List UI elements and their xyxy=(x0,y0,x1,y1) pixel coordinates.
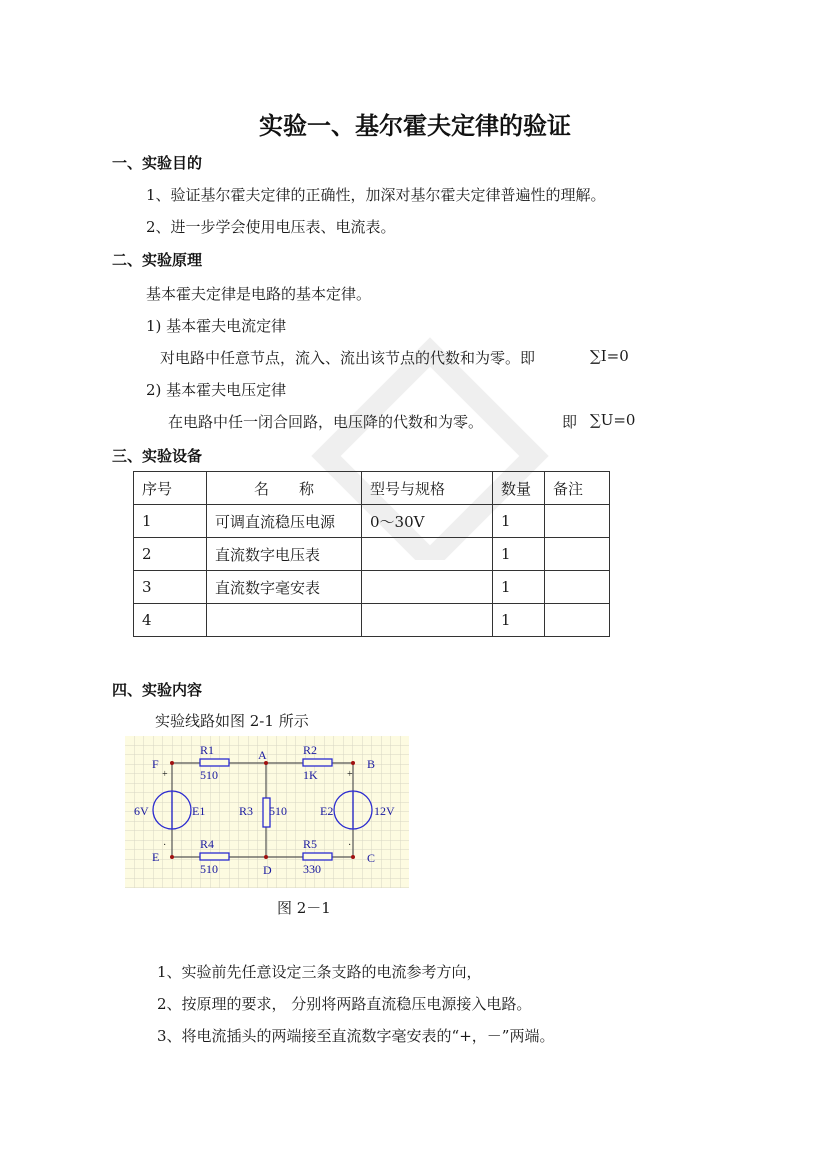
cell-notes xyxy=(545,538,610,571)
cell-name: 直流数字电压表 xyxy=(207,538,362,571)
svg-text:R3: R3 xyxy=(239,804,254,818)
svg-text:510: 510 xyxy=(269,804,287,818)
step-2: 2、按原理的要求， 分别将两路直流稳压电源接入电路。 xyxy=(157,995,532,1013)
svg-text:·: · xyxy=(348,840,352,851)
svg-text:E2: E2 xyxy=(320,804,334,818)
page-title: 实验一、基尔霍夫定律的验证 xyxy=(259,112,571,140)
svg-text:A: A xyxy=(258,748,267,762)
kvl-label: 2) 基本霍夫电压定律 xyxy=(146,381,287,399)
svg-text:E1: E1 xyxy=(192,804,206,818)
header-quantity: 数量 xyxy=(493,472,545,505)
resistor-r2 xyxy=(303,759,332,766)
principle-intro: 基本霍夫定律是电路的基本定律。 xyxy=(146,285,372,303)
step-1: 1、实验前先任意设定三条支路的电流参考方向， xyxy=(157,963,482,981)
svg-text:R1: R1 xyxy=(200,743,215,757)
equipment-table xyxy=(133,471,610,637)
table-row xyxy=(134,505,610,538)
svg-text:+: + xyxy=(162,769,168,780)
cell-notes xyxy=(545,571,610,604)
cell-notes xyxy=(545,505,610,538)
kvl-formula-prefix: 即 xyxy=(562,413,578,431)
svg-text:R5: R5 xyxy=(303,837,318,851)
cell-quantity: 1 xyxy=(493,505,545,538)
table-row xyxy=(134,538,610,571)
cell-index: 2 xyxy=(134,538,207,571)
cell-model: 0～30V xyxy=(362,505,493,538)
section-heading-principle: 二、实验原理 xyxy=(112,251,203,269)
header-index: 序号 xyxy=(134,472,207,505)
svg-text:6V: 6V xyxy=(134,804,149,818)
svg-text:F: F xyxy=(152,757,159,771)
kcl-text: 对电路中任意节点，流入、流出该节点的代数和为零。即 xyxy=(160,349,536,367)
cell-name: 直流数字毫安表 xyxy=(207,571,362,604)
svg-text:12V: 12V xyxy=(374,804,395,818)
kvl-text: 在电路中任一闭合回路，电压降的代数和为零。 xyxy=(168,413,484,431)
kvl-formula: ∑U=0 xyxy=(590,411,636,429)
header-notes: 备注 xyxy=(545,472,610,505)
header-name: 名 称 xyxy=(207,472,362,505)
kcl-label: 1) 基本霍夫电流定律 xyxy=(146,317,287,335)
header-model: 型号与规格 xyxy=(362,472,493,505)
circuit-diagram xyxy=(125,736,409,888)
section-heading-purpose: 一、实验目的 xyxy=(112,154,203,172)
svg-text:R2: R2 xyxy=(303,743,318,757)
section-heading-equipment: 三、实验设备 xyxy=(112,447,203,465)
cell-name: 可调直流稳压电源 xyxy=(207,505,362,538)
cell-index: 1 xyxy=(134,505,207,538)
section-heading-content: 四、实验内容 xyxy=(112,681,203,699)
cell-quantity: 1 xyxy=(493,538,545,571)
figure-caption: 图 2－1 xyxy=(277,899,331,917)
cell-model xyxy=(362,538,493,571)
svg-text:510: 510 xyxy=(200,768,218,782)
svg-text:510: 510 xyxy=(200,862,218,876)
purpose-item-2: 2、进一步学会使用电压表、电流表。 xyxy=(146,218,396,236)
table-row xyxy=(134,604,610,637)
table-row xyxy=(134,571,610,604)
svg-text:C: C xyxy=(367,851,376,865)
resistor-r4 xyxy=(200,853,229,860)
svg-text:·: · xyxy=(163,840,167,851)
step-3: 3、将电流插头的两端接至直流数字毫安表的“+，－”两端。 xyxy=(157,1027,555,1045)
svg-text:B: B xyxy=(367,757,376,771)
svg-text:D: D xyxy=(263,863,272,877)
svg-text:+: + xyxy=(347,769,353,780)
cell-index: 4 xyxy=(134,604,207,637)
cell-name xyxy=(207,604,362,637)
resistor-r5 xyxy=(303,853,332,860)
cell-quantity: 1 xyxy=(493,604,545,637)
kcl-formula: ∑I=0 xyxy=(590,347,629,365)
cell-model xyxy=(362,604,493,637)
purpose-item-1: 1、验证基尔霍夫定律的正确性，加深对基尔霍夫定律普遍性的理解。 xyxy=(146,186,606,204)
svg-text:1K: 1K xyxy=(303,768,318,782)
cell-model xyxy=(362,571,493,604)
content-intro: 实验线路如图 2-1 所示 xyxy=(155,712,309,730)
table-header-row xyxy=(134,472,610,505)
cell-index: 3 xyxy=(134,571,207,604)
resistor-r1 xyxy=(200,759,229,766)
svg-text:R4: R4 xyxy=(200,837,215,851)
svg-text:E: E xyxy=(152,850,160,864)
cell-notes xyxy=(545,604,610,637)
svg-text:330: 330 xyxy=(303,862,321,876)
cell-quantity: 1 xyxy=(493,571,545,604)
